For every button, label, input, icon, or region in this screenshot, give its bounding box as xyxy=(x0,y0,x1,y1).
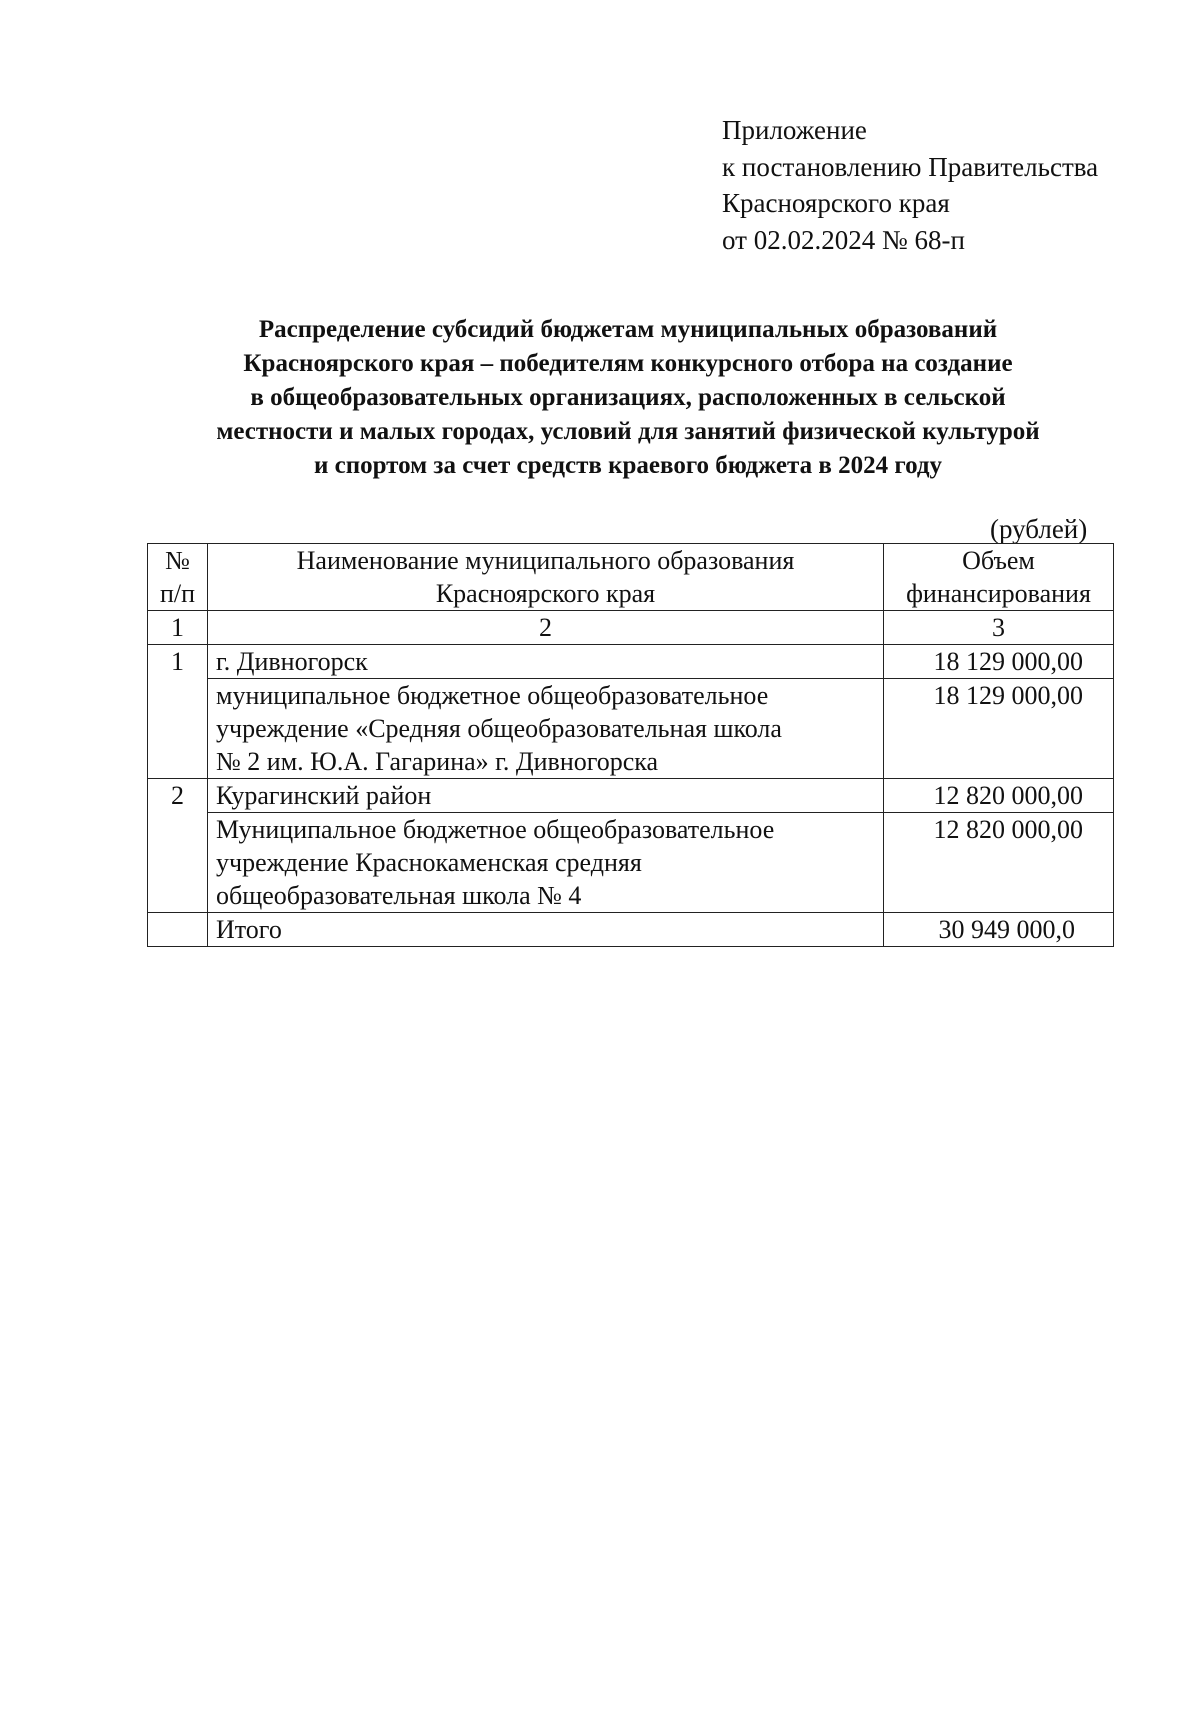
table-row xyxy=(148,813,1114,913)
document-title xyxy=(148,313,1108,483)
school-name-line-1: муниципальное бюджетное общеобразовательное xyxy=(216,681,769,710)
municipality-amount: 18 129 000,00 xyxy=(884,645,1114,679)
row-number: 1 xyxy=(148,645,208,679)
appendix-region: Красноярского края xyxy=(722,188,950,218)
row-number: 2 xyxy=(148,779,208,813)
column-number-1: 1 xyxy=(148,611,208,645)
municipality-amount: 12 820 000,00 xyxy=(884,779,1114,813)
header-name-line-1: Наименование муниципального образования xyxy=(296,546,795,575)
header-name-line-2: Красноярского края xyxy=(435,579,656,608)
header-number-line-2: п/п xyxy=(159,579,196,608)
school-amount: 12 820 000,00 xyxy=(884,813,1114,913)
header-amount-line-1: Объем xyxy=(962,546,1035,575)
column-number-3: 3 xyxy=(884,611,1114,645)
units-label: (рублей) xyxy=(990,514,1088,544)
appendix-block xyxy=(722,112,1098,258)
school-name-line-1: Муниципальное бюджетное общеобразовательное xyxy=(216,815,775,844)
table-row xyxy=(148,645,1114,679)
table-row xyxy=(148,779,1114,813)
appendix-label: Приложение xyxy=(722,115,867,145)
funding-table xyxy=(147,543,1114,947)
row-number-empty xyxy=(148,813,208,913)
school-name xyxy=(208,813,884,913)
header-name xyxy=(208,544,884,611)
school-name xyxy=(208,679,884,779)
municipality-name: г. Дивногорск xyxy=(208,645,884,679)
title-line-3: в общеобразовательных организациях, расположенных в сельской xyxy=(250,384,1006,411)
column-number-2: 2 xyxy=(208,611,884,645)
header-amount-line-2: финансирования xyxy=(906,579,1091,608)
appendix-date-number: от 02.02.2024 № 68-п xyxy=(722,224,965,255)
municipality-name: Курагинский район xyxy=(208,779,884,813)
table-row xyxy=(148,679,1114,779)
title-line-1: Распределение субсидий бюджетам муниципальных образований xyxy=(258,316,998,343)
school-name-line-2: учреждение «Средняя общеобразовательная школа xyxy=(216,714,782,743)
title-line-5: и спортом за счет средств краевого бюджета в 2024 году xyxy=(313,452,943,479)
school-name-line-3: № 2 им. Ю.А. Гагарина» г. Дивногорска xyxy=(216,747,659,776)
total-number-empty xyxy=(148,913,208,947)
title-line-2: Красноярского края – победителям конкурсного отбора на создание xyxy=(243,350,1013,377)
school-name-line-2: учреждение Краснокаменская средняя xyxy=(216,848,642,877)
total-label: Итого xyxy=(208,913,884,947)
header-number xyxy=(148,544,208,611)
appendix-resolution-ref: к постановлению Правительства xyxy=(722,151,1099,182)
school-name-line-3: общеобразовательная школа № 4 xyxy=(216,881,582,910)
total-amount: 30 949 000,0 xyxy=(884,913,1114,947)
title-line-4: местности и малых городах, условий для занятий физической культурой xyxy=(216,418,1040,445)
row-number-empty xyxy=(148,679,208,779)
header-number-line-1: № xyxy=(165,546,190,575)
header-amount xyxy=(884,544,1114,611)
total-row xyxy=(148,913,1114,947)
column-number-row xyxy=(148,611,1114,645)
table-header-row xyxy=(148,544,1114,611)
school-amount: 18 129 000,00 xyxy=(884,679,1114,779)
